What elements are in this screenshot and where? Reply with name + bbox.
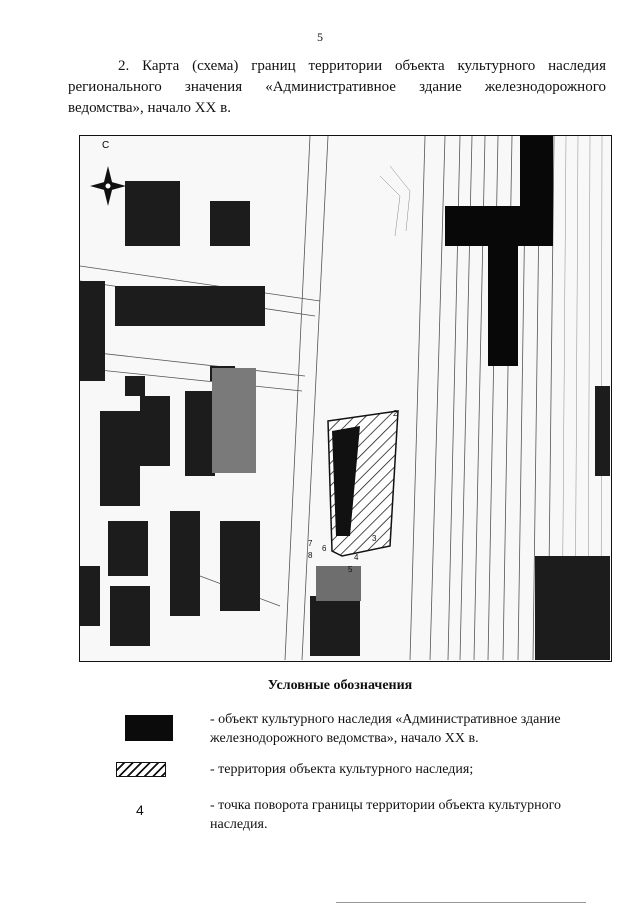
legend-text-line: - точка поворота границы территории объекта культурного [210, 798, 561, 813]
legend-text-line: железнодорожного ведомства», начало XX в. [210, 731, 479, 746]
legend-hatch-swatch [116, 762, 166, 777]
intro-line-1: 2. Карта (схема) границ территории объекта культурного наследия [118, 58, 606, 74]
legend-territory-text [210, 760, 610, 779]
point-label: 8 [308, 551, 313, 560]
legend-point-swatch: 4 [136, 802, 144, 818]
boundary-map [79, 135, 612, 662]
legend-text-line: - территория объекта культурного наследия; [210, 762, 474, 777]
legend-building-text [210, 710, 610, 748]
point-label: 5 [348, 565, 353, 574]
point-label: 3 [372, 534, 377, 543]
legend-point-text [210, 796, 610, 834]
point-label: 7 [308, 539, 313, 548]
legend-title: Условные обозначения [267, 678, 413, 693]
intro-line-2: регионального значения «Административное здание железнодорожного [68, 79, 606, 95]
intro-paragraph [68, 56, 606, 119]
point-label: 2 [393, 409, 398, 418]
grey-building [212, 368, 256, 473]
intro-line-3: ведомства», начало XX в. [68, 100, 231, 116]
point-label: 4 [354, 553, 359, 562]
compass-letter: С [102, 140, 110, 151]
legend-text-line: наследия. [210, 817, 268, 832]
grey-block [316, 566, 361, 601]
map-drawing [80, 136, 610, 660]
point-label: 6 [322, 544, 327, 553]
legend-building-swatch [125, 715, 173, 741]
footer-divider [336, 902, 586, 903]
page-number: 5 [317, 30, 323, 44]
legend-text-line: - объект культурного наследия «Административное здание [210, 712, 561, 727]
